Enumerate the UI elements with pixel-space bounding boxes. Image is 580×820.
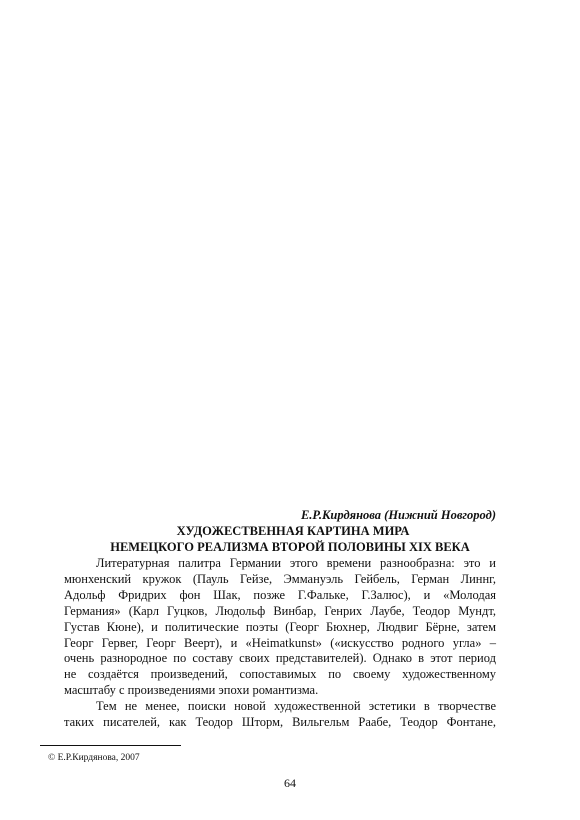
article-author: Е.Р.Кирдянова (Нижний Новгород) — [300, 508, 496, 522]
title-line-2: НЕМЕЦКОГО РЕАЛИЗМА ВТОРОЙ ПОЛОВИНЫ XIX ВЕКА — [110, 540, 470, 554]
paragraph-line: очень разнородное по составу своих представителей). Однако в этот период — [64, 651, 496, 666]
page-number: 64 — [284, 776, 296, 790]
article-title — [0, 523, 580, 555]
title-line-1: ХУДОЖЕСТВЕННАЯ КАРТИНА МИРА — [176, 524, 410, 538]
paragraph-1 — [64, 556, 496, 699]
paragraph-line: Литературная палитра Германии этого времени разнообразна: это и — [96, 556, 496, 570]
paragraph-line: Германия» (Карл Гуцков, Людольф Винбар, Генрих Лаубе, Теодор Мундт, — [64, 603, 496, 618]
article-body — [64, 556, 496, 731]
paragraph-line: Густав Кюне), и политические поэты (Георг Бюхнер, Людвиг Бёрне, затем — [64, 619, 496, 634]
footnote-copyright: © Е.Р.Кирдянова, 2007 — [48, 753, 140, 763]
paragraph-line: не создаётся произведений, сопоставимых по своему художественному — [64, 667, 496, 682]
paragraph-line: Адольф Фридрих фон Шак, позже Г.Фальке, Г.Залюс), и «Молодая — [64, 587, 496, 602]
paragraph-line: Георг Гервег, Георг Веерт), и «Heimatkunst» («искусство родного угла» – — [64, 635, 496, 650]
footnote-divider — [40, 745, 181, 746]
paragraph-line: таких писателей, как Теодор Шторм, Вильгельм Раабе, Теодор Фонтане, — [64, 715, 496, 730]
paragraph-line: мюнхенский кружок (Пауль Гейзе, Эммануэль Гейбель, Герман Линнг, — [64, 571, 496, 586]
paragraph-2 — [64, 699, 496, 731]
paragraph-line: Тем не менее, поиски новой художественной эстетики в творчестве — [96, 699, 496, 714]
paragraph-line: масштабу с произведениями эпохи романтизма. — [64, 683, 319, 698]
